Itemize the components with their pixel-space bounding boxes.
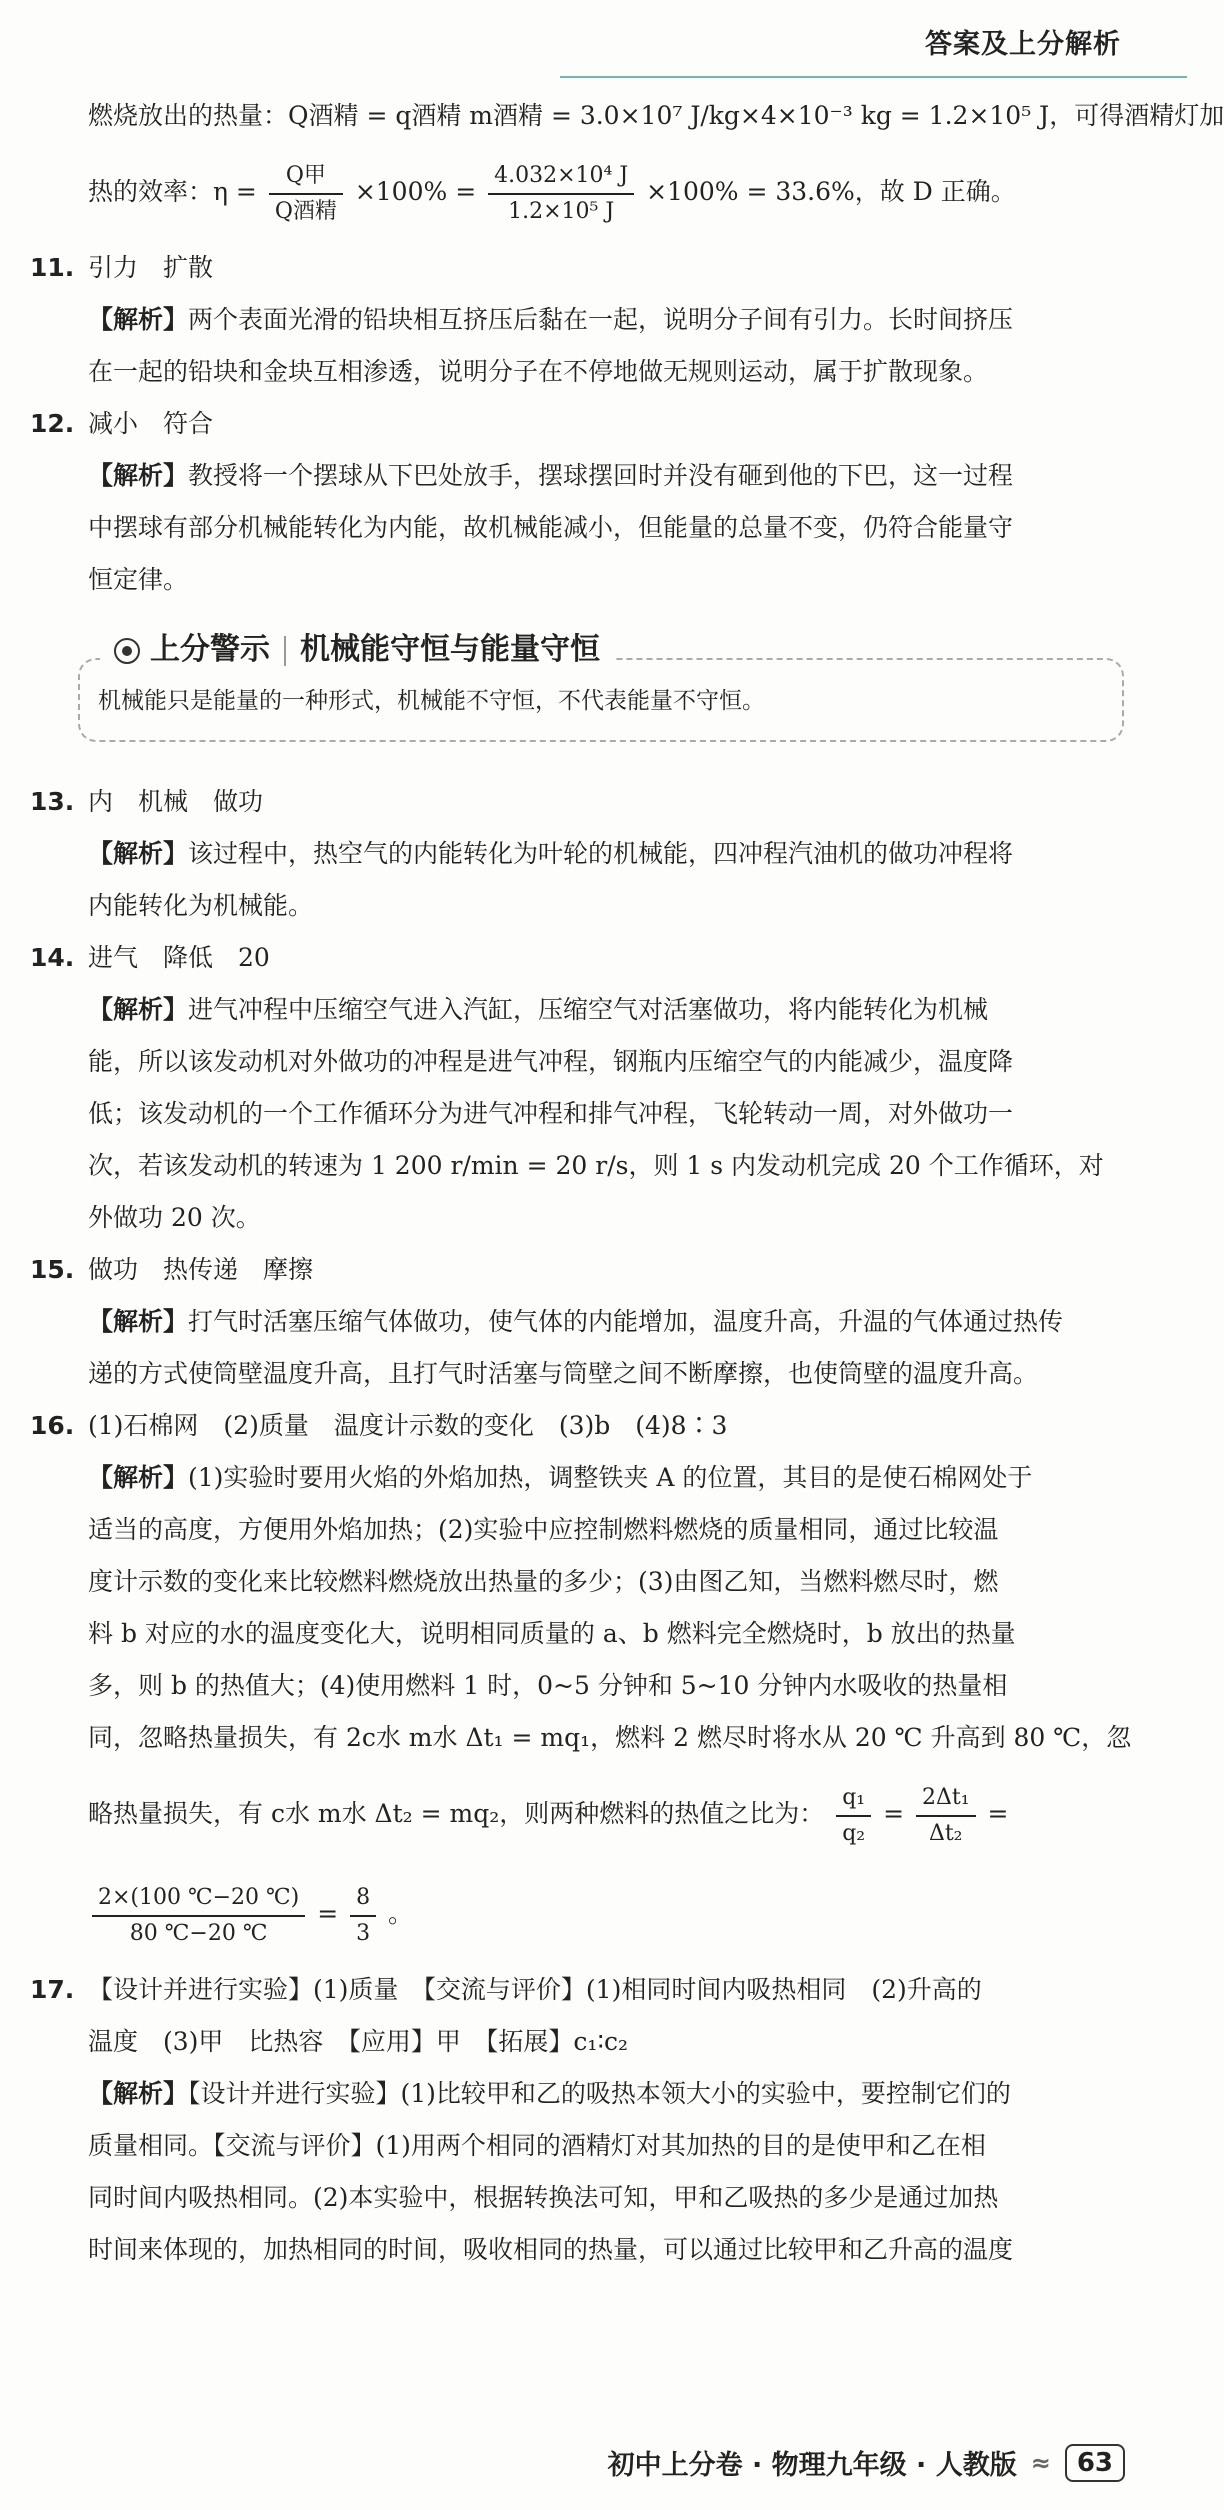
page-footer [608,2443,1125,2482]
denominator: 1.2×10⁵ J [508,198,615,224]
numerator: 2Δt₁ [916,1781,976,1817]
analysis-line: 低；该发动机的一个工作循环分为进气冲程和排气冲程，飞轮转动一周，对外做功一 [88,1099,1014,1128]
analysis-line: 同，忽略热量损失，有 2c水 m水 Δt₁ = mq₁，燃料 2 燃尽时将水从 20 ℃ 升高到 80 ℃，忽 [88,1723,1132,1752]
text-line: 燃烧放出的热量：Q酒精 = q酒精 m酒精 = 3.0×10⁷ J/kg×4×10⁻³ kg = 1.2×10⁵ J，可得酒精灯加 [88,101,1224,130]
numerator: q₁ [836,1781,871,1817]
analysis-line: 次，若该发动机的转速为 1 200 r/min = 20 r/s，则 1 s 内发动机完成 20 个工作循环，对 [88,1151,1104,1180]
analysis-tag: 【解析】 [88,1463,189,1492]
numerator: 2×(100 ℃−20 ℃) [92,1881,305,1917]
answer-text: 减小 符合 [88,409,214,438]
divider [284,636,286,666]
denominator: q₂ [842,1820,866,1846]
fraction [269,159,343,229]
formula-text: 。 [388,1899,414,1928]
page-number: 63 [1065,2444,1125,2482]
question-16-answer [30,1400,1124,1452]
numerator: 8 [350,1881,376,1917]
analysis-line: 度计示数的变化来比较燃料燃烧放出热量的多少；(3)由图乙知，当燃料燃尽时，燃 [88,1567,999,1596]
fraction [92,1881,305,1951]
answer-text: 引力 扩散 [88,253,214,282]
analysis-line: 多，则 b 的热值大；(4)使用燃料 1 时，0~5 分钟和 5~10 分钟内水吸收的热量相 [88,1671,1008,1700]
question-number: 16. [30,1411,75,1440]
fraction [350,1881,376,1951]
tip-title [100,620,614,680]
tip-topic: 机械能守恒与能量守恒 [300,632,600,667]
numerator: 4.032×10⁴ J [488,159,634,195]
book-title: 初中上分卷 · 物理九年级 · 人教版 [607,2450,1017,2481]
analysis-line: 时间来体现的，加热相同的时间，吸收相同的热量，可以通过比较甲和乙升高的温度 [88,2235,1014,2264]
target-icon [114,638,140,664]
analysis-line: 内能转化为机械能。 [88,891,314,920]
analysis-line: 外做功 20 次。 [88,1203,261,1232]
fraction [916,1781,976,1851]
answer-text: (1)石棉网 (2)质量 温度计示数的变化 (3)b (4)8∶3 [88,1411,728,1440]
formula-text: = [317,1899,339,1928]
denominator: 3 [356,1920,371,1946]
analysis-tag: 【解析】 [88,461,189,490]
question-14-answer [30,932,1124,984]
question-number: 15. [30,1255,75,1284]
fraction [836,1781,871,1851]
answer-line: 温度 (3)甲 比热容 【应用】甲 【拓展】c₁∶c₂ [88,2027,628,2056]
analysis-tag: 【解析】 [88,2079,189,2108]
analysis-text: 两个表面光滑的铅块相互挤压后黏在一起，说明分子间有引力。长时间挤压 [188,305,1014,334]
formula-text: ×100% = [354,177,477,206]
analysis-line: 在一起的铅块和金块互相渗透，说明分子在不停地做无规则运动，属于扩散现象。 [88,357,989,386]
analysis-line: 同时间内吸热相同。(2)本实验中，根据转换法可知，甲和乙吸热的多少是通过加热 [88,2183,999,2212]
question-number: 13. [30,787,75,816]
formula-text: 热的效率：η = [88,177,257,206]
formula-text: ×100% = 33.6%，故 D 正确。 [646,177,1016,206]
question-number: 14. [30,943,75,972]
ratio-formula-line [88,1764,1124,1864]
answer-text: 进气 降低 20 [88,943,270,972]
analysis-line: 递的方式使筒壁温度升高，且打气时活塞与筒壁之间不断摩擦，也使筒壁的温度升高。 [88,1359,1039,1388]
formula-text: = [883,1799,905,1828]
ratio-result-line [88,1864,1124,1964]
analysis-line: 能，所以该发动机对外做功的冲程是进气冲程，钢瓶内压缩空气的内能减少，温度降 [88,1047,1014,1076]
analysis-line [88,294,1124,346]
question-12-answer [30,398,1124,450]
wave-icon: ≈ [1030,2448,1051,2477]
answer-content [30,90,1224,2276]
analysis-line [88,1296,1124,1348]
analysis-text: 【设计并进行实验】(1)比较甲和乙的吸热本领大小的实验中，要控制它们的 [188,2079,1011,2108]
formula-text: = [987,1799,1009,1828]
question-number: 17. [30,1975,75,2004]
analysis-tag: 【解析】 [88,839,189,868]
question-17-answer [30,1964,1124,2016]
analysis-line: 中摆球有部分机械能转化为内能，故机械能减小，但能量的总量不变，仍符合能量守 [88,513,1014,542]
denominator: Q酒精 [274,198,337,224]
question-number: 12. [30,409,75,438]
analysis-text: 进气冲程中压缩空气进入汽缸，压缩空气对活塞做功，将内能转化为机械 [188,995,989,1024]
header-rule [560,76,1187,78]
analysis-tag: 【解析】 [88,1307,189,1336]
analysis-line [88,1452,1124,1504]
numerator: Q甲 [269,159,343,195]
analysis-tag: 【解析】 [88,305,189,334]
answer-text: 内 机械 做功 [88,787,264,816]
tip-label: 上分警示 [150,632,270,667]
question-11-answer [30,242,1124,294]
analysis-line [88,2068,1124,2120]
analysis-text: 打气时活塞压缩气体做功，使气体的内能增加，温度升高，升温的气体通过热传 [188,1307,1064,1336]
question-number: 11. [30,253,75,282]
analysis-line: 料 b 对应的水的温度变化大，说明相同质量的 a、b 燃料完全燃烧时，b 放出的热量 [88,1619,1016,1648]
tip-box [78,620,1124,748]
analysis-text: 该过程中，热空气的内能转化为叶轮的机械能，四冲程汽油机的做功冲程将 [188,839,1014,868]
analysis-line [88,450,1124,502]
fraction [488,159,634,229]
analysis-text: (1)实验时要用火焰的外焰加热，调整铁夹 A 的位置，其目的是使石棉网处于 [188,1463,1033,1492]
tip-text: 机械能只是能量的一种形式，机械能不守恒，不代表能量不守恒。 [98,688,765,714]
question-15-answer [30,1244,1124,1296]
analysis-line [88,984,1124,1036]
page-header-title: 答案及上分解析 [925,29,1121,60]
formula-text: 略热量损失，有 c水 m水 Δt₂ = mq₂，则两种燃料的热值之比为： [88,1799,825,1828]
analysis-tag: 【解析】 [88,995,189,1024]
denominator: 80 ℃−20 ℃ [129,1920,268,1946]
answer-text: 【设计并进行实验】(1)质量 【交流与评价】(1)相同时间内吸热相同 (2)升高的 [88,1975,982,2004]
analysis-line: 适当的高度，方便用外焰加热；(2)实验中应控制燃料燃烧的质量相同，通过比较温 [88,1515,999,1544]
analysis-text: 教授将一个摆球从下巴处放手，摆球摆回时并没有砸到他的下巴，这一过程 [188,461,1014,490]
analysis-line [88,828,1124,880]
answer-text: 做功 热传递 摩擦 [88,1255,314,1284]
question-13-answer [30,776,1124,828]
efficiency-formula-line [88,142,1124,242]
denominator: Δt₂ [928,1820,963,1846]
analysis-line: 质量相同。【交流与评价】(1)用两个相同的酒精灯对其加热的目的是使甲和乙在相 [88,2131,986,2160]
analysis-line: 恒定律。 [88,565,189,594]
